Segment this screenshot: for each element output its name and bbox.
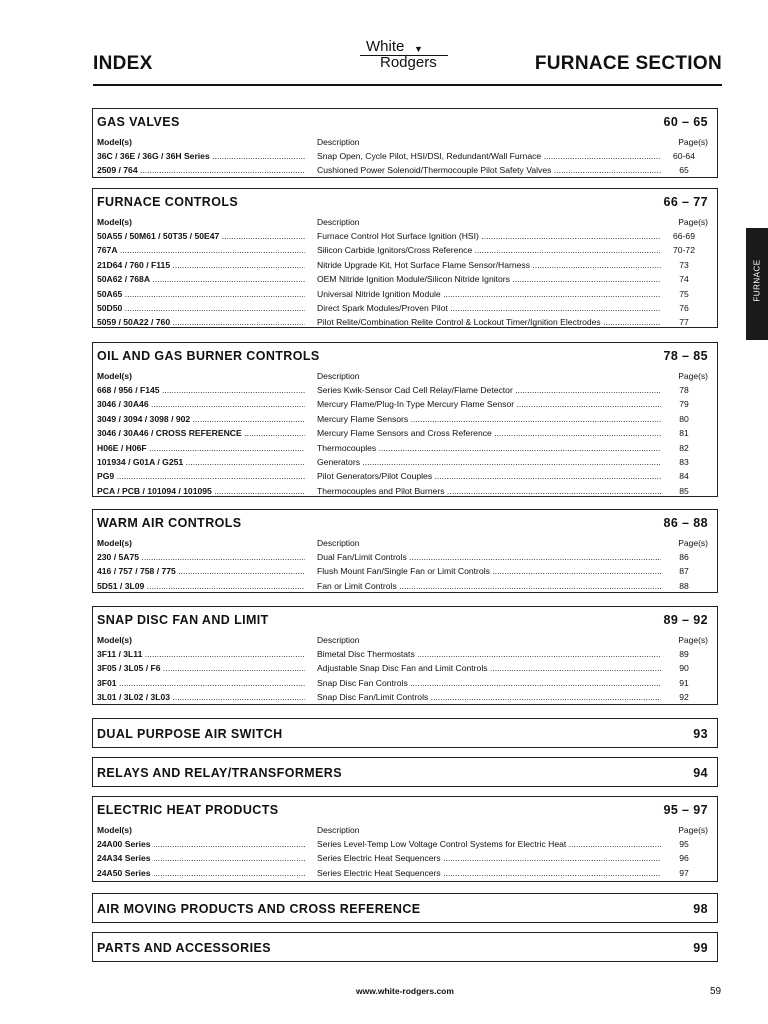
index-row: PG9 ..... Pilot Generators/Pilot Couples ..... 84 <box>97 471 708 485</box>
index-row: 101934 / G01A / G251 ..... Generators ..... 83 <box>97 457 708 471</box>
col-description: Description <box>317 538 360 548</box>
index-row: 767A ..... Silicon Carbide Ignitors/Cross Reference ..... 70-72 <box>97 245 708 259</box>
furnace-side-tab <box>746 228 768 340</box>
section-pages: 98 <box>693 902 708 916</box>
index-row: 3F05 / 3L05 / F6 ..... Adjustable Snap Disc Fan and Limit Controls ..... 90 <box>97 663 708 677</box>
col-description: Description <box>317 371 360 381</box>
index-row: 24A50 Series ..... Series Electric Heat Sequencers ..... 97 <box>97 868 708 882</box>
section-heading: FURNACE SECTION <box>534 53 722 74</box>
section-relays-transformers <box>92 757 718 787</box>
index-row: 230 / 5A75 ..... Dual Fan/Limit Controls ..... 86 <box>97 552 708 566</box>
section-pages: 93 <box>693 727 708 741</box>
index-row: 5059 / 50A22 / 760 ..... Pilot Relite/Combination Relite Control & Lockout Timer/Ignition Electrodes ..... 77 <box>97 317 708 331</box>
index-row: 3046 / 30A46 ..... Mercury Flame/Plug-In Type Mercury Flame Sensor ..... 79 <box>97 399 708 413</box>
index-row: 3046 / 30A46 / CROSS REFERENCE ..... Mercury Flame Sensors and Cross Reference ..... 81 <box>97 428 708 442</box>
side-tab-label: FURNACE <box>752 259 762 302</box>
section-air-moving-products <box>92 893 718 923</box>
section-parts-accessories <box>92 932 718 962</box>
section-pages: 66 – 77 <box>663 195 708 209</box>
col-models: Model(s) <box>97 217 132 227</box>
col-description: Description <box>317 137 360 147</box>
logo-flag-icon: ▼ <box>414 44 423 54</box>
index-row: 2509 / 764 ..... Cushioned Power Solenoid/Thermocouple Pilot Safety Valves ..... 65 <box>97 165 708 179</box>
col-models: Model(s) <box>97 825 132 835</box>
index-row: 36C / 36E / 36G / 36H Series ..... Snap Open, Cycle Pilot, HSI/DSI, Redundant/Wall Furnace ..... 60-64 <box>97 151 708 165</box>
col-models: Model(s) <box>97 137 132 147</box>
index-row: 50D50 ..... Direct Spark Modules/Proven Pilot ..... 76 <box>97 303 708 317</box>
index-row: 416 / 757 / 758 / 775 ..... Flush Mount Fan/Single Fan or Limit Controls ..... 87 <box>97 566 708 580</box>
section-title: DUAL PURPOSE AIR SWITCH <box>97 727 283 741</box>
section-pages: 60 – 65 <box>663 115 708 129</box>
index-row: 24A34 Series ..... Series Electric Heat Sequencers ..... 96 <box>97 853 708 867</box>
section-pages: 89 – 92 <box>663 613 708 627</box>
col-description: Description <box>317 635 360 645</box>
col-description: Description <box>317 217 360 227</box>
section-pages: 99 <box>693 941 708 955</box>
col-pages: Page(s) <box>678 217 708 227</box>
index-row: 3049 / 3094 / 3098 / 902 ..... Mercury Flame Sensors ..... 80 <box>97 414 708 428</box>
section-title: OIL AND GAS BURNER CONTROLS <box>97 349 320 363</box>
section-title: ELECTRIC HEAT PRODUCTS <box>97 803 279 817</box>
section-title: RELAYS AND RELAY/TRANSFORMERS <box>97 766 342 780</box>
section-oil-gas-burner-controls <box>92 342 718 497</box>
section-pages: 86 – 88 <box>663 516 708 530</box>
section-furnace-controls <box>92 188 718 328</box>
col-pages: Page(s) <box>678 371 708 381</box>
index-row: 24A00 Series ..... Series Level-Temp Low Voltage Control Systems for Electric Heat ..... 95 <box>97 839 708 853</box>
section-electric-heat-products <box>92 796 718 882</box>
index-row: 3F11 / 3L11 ..... Bimetal Disc Thermostats ..... 89 <box>97 649 708 663</box>
col-pages: Page(s) <box>678 137 708 147</box>
header-rule <box>93 84 722 86</box>
index-row: 668 / 956 / F145 ..... Series Kwik-Sensor Cad Cell Relay/Flame Detector ..... 78 <box>97 385 708 399</box>
index-row: 3L01 / 3L02 / 3L03 ..... Snap Disc Fan/Limit Controls ..... 92 <box>97 692 708 706</box>
section-title: FURNACE CONTROLS <box>97 195 239 209</box>
col-models: Model(s) <box>97 371 132 381</box>
footer-url: www.white-rodgers.com <box>356 986 454 996</box>
section-title: GAS VALVES <box>97 115 180 129</box>
section-pages: 78 – 85 <box>663 349 708 363</box>
section-pages: 94 <box>693 766 708 780</box>
index-heading: INDEX <box>93 53 153 74</box>
section-pages: 95 – 97 <box>663 803 708 817</box>
index-row: 50A62 / 768A ..... OEM Nitride Ignition Module/Silicon Nitride Ignitors ..... 74 <box>97 274 708 288</box>
logo-word-white: White <box>366 38 405 55</box>
section-dual-purpose-air-switch <box>92 718 718 748</box>
section-snap-disc-fan-limit <box>92 606 718 705</box>
index-row: 21D64 / 760 / F115 ..... Nitride Upgrade Kit, Hot Surface Flame Sensor/Harness ..... 73 <box>97 260 708 274</box>
index-row: 50A65 ..... Universal Nitride Ignition Module ..... 75 <box>97 289 708 303</box>
col-models: Model(s) <box>97 538 132 548</box>
index-row: 5D51 / 3L09 ..... Fan or Limit Controls ..... 88 <box>97 581 708 595</box>
section-title: PARTS AND ACCESSORIES <box>97 941 271 955</box>
logo-word-rodgers: Rodgers <box>380 54 437 71</box>
col-pages: Page(s) <box>678 825 708 835</box>
index-row: 50A55 / 50M61 / 50T35 / 50E47 ..... Furnace Control Hot Surface Ignition (HSI) ..... 66-69 <box>97 231 708 245</box>
section-title: WARM AIR CONTROLS <box>97 516 242 530</box>
col-pages: Page(s) <box>678 538 708 548</box>
index-row: H06E / H06F ..... Thermocouples ..... 82 <box>97 443 708 457</box>
page-number: 59 <box>710 986 722 997</box>
section-title: AIR MOVING PRODUCTS AND CROSS REFERENCE <box>97 902 421 916</box>
section-gas-valves <box>92 108 718 178</box>
page-header <box>0 0 768 100</box>
col-description: Description <box>317 825 360 835</box>
white-rodgers-logo <box>358 38 458 74</box>
index-row: PCA / PCB / 101094 / 101095 ..... Thermocouples and Pilot Burners ..... 85 <box>97 486 708 500</box>
col-pages: Page(s) <box>678 635 708 645</box>
index-row: 3F01 ..... Snap Disc Fan Controls ..... 91 <box>97 678 708 692</box>
section-warm-air-controls <box>92 509 718 593</box>
col-models: Model(s) <box>97 635 132 645</box>
section-title: SNAP DISC FAN AND LIMIT <box>97 613 269 627</box>
